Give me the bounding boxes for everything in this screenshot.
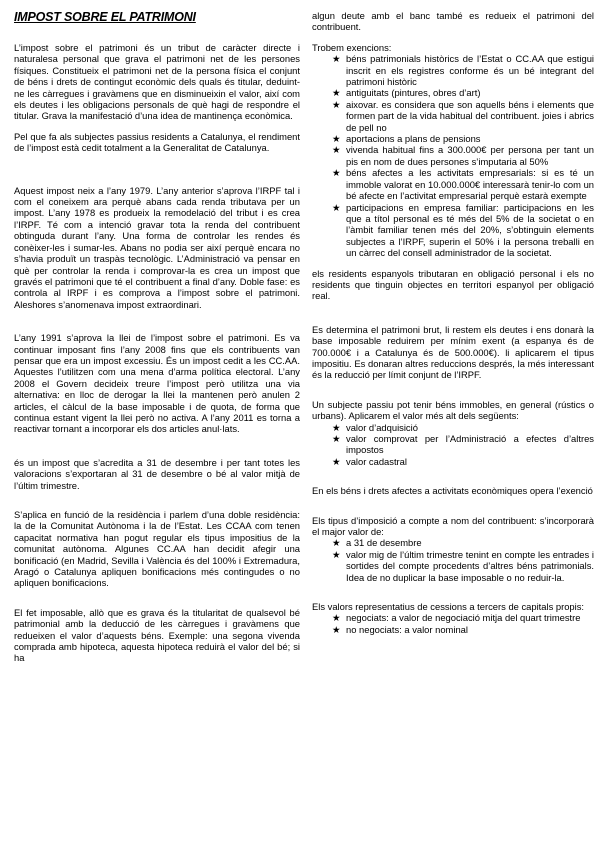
star-icon: ★ (332, 455, 341, 467)
list-item: ★ béns patrimonials històrics de l’Estat o CC.AA que estigui inscrit en els registres conforme és un bé integrant del patrimoni històric (332, 53, 594, 88)
paragraph-accrual: és un impost que s’acredita a 31 de desembre i per tant totes les valoracions s’exportaran al 31 de desembre o bé al valor mitjà de l’últim trimestre. (14, 456, 300, 491)
list-item: ★ béns afectes a les activitats empresarials: si es té un immoble valorat en 10.000.000€ interessarà tenir-lo com un bé afecte en l’activitat empresarial perquè estarà exempte (332, 167, 594, 202)
star-icon: ★ (332, 537, 341, 549)
list-item: ★ a 31 de desembre (332, 537, 422, 549)
paragraph-residence: S’aplica en funció de la residència i parlem d’una doble residència: la de la Comunitat Autònoma i la de l’Estat. Les CCAA com tenen capacitat normativa han pogut regular els tipus impositius de la comunitat autònoma. Algunes CC.AA han decidit afegir una bonificació (en Madrid, Sevilla i València és del 100% i Extremadura, Aragó o Catalunya apliquen bonificacions més contingudes o no apliquen bonificacions. (14, 509, 300, 589)
document-title: IMPOST SOBRE EL PATRIMONI (14, 10, 196, 24)
star-icon: ★ (332, 548, 341, 560)
list-item: ★ no negociats: a valor nominal (332, 623, 468, 635)
list-item: ★ valor cadastral (332, 455, 407, 467)
paragraph-property: Un subjecte passiu pot tenir béns immobles, en general (rústics o urbans). Aplicarem el valor més alt dels següents: (312, 398, 594, 422)
exemptions-list (312, 53, 594, 258)
list-item: ★ participacions en empresa familiar: participacions en les que a títol personal es té més del 5% de la societat o en l’àmbit familiar tenen més del 20%, s’obtinguin elements subjectes a l’IRPF, superin el 50% i la persona treballi en un càrrec del consell administrador de la societat. (332, 201, 594, 259)
list-item: ★ aixovar. es considera que son aquells béns i elements que formen part de la vida habitual del contribuent. joies i abrics de pell no (332, 98, 594, 133)
star-icon: ★ (332, 433, 341, 444)
list-item: ★ antiguitats (pintures, obres d’art) (332, 87, 481, 99)
star-icon: ★ (332, 53, 341, 65)
paragraph-definition: L’impost sobre el patrimoni és un tribut de caràcter directe i naturalesa personal que grava el patrimoni net de les persones físiques. Constitueix el patrimoni net de la persona física el conjunt de béns i drets de contingut econòmic dels quals és titular, deduint-ne les càrregues i gravàmens que en disminueixin el valor, així com els deutes i les obligacions personals de què hagi de respondre el titular. Grava la manifestació d’una idea de mantinença econòmica. (14, 42, 300, 122)
paragraph-cession: Pel que fa als subjectes passius residents a Catalunya, el rendiment de l’impost està cedit totalment a la Generalitat de Catalunya. (14, 130, 300, 154)
star-icon: ★ (332, 133, 341, 145)
list-item: ★ valor mig de l’últim trimestre tenint en compte les entrades i sortides del compte procedents d’altres béns patrimonials. Idea de no duplicar la base imposable o no reduir-la. (332, 548, 594, 583)
star-icon: ★ (332, 623, 341, 635)
star-icon: ★ (332, 201, 341, 213)
right-column (312, 10, 594, 635)
paragraph-taxable-event: El fet imposable, allò que es grava és la titularitat de qualsevol bé patrimonial amb la deducció de les càrregues i gravàmens que redueixen el valor d’aquests béns. Exemple: una segona vivenda comprada amb hipoteca, aquesta hipoteca reduirà el valor del bé; si ha (14, 606, 300, 664)
star-icon: ★ (332, 421, 341, 433)
property-list (312, 422, 594, 468)
list-item: ★ valor d’adquisició (332, 421, 418, 433)
list-item: ★ vivenda habitual fins a 300.000€ per persona per tant un pis en nom de dues persones s’imputaria al 50% (332, 144, 594, 167)
star-icon: ★ (332, 87, 341, 99)
paragraph-residents: els residents espanyols tributaran en obligació personal i els no residents que tinguin objectes en territori espanyol per obligació real. (312, 267, 594, 302)
list-item: ★ negociats: a valor de negociació mitja del quart trimestre (332, 612, 581, 624)
star-icon: ★ (332, 98, 341, 110)
paragraph-shares: Els valors representatius de cessions a tercers de capitals propis: (312, 601, 585, 613)
exemptions-heading: Trobem exencions: (312, 41, 392, 53)
paragraph-history-1979: Aquest impost neix a l’any 1979. L’any anterior s’aprova l’IRPF tal i com el coneixem ara perquè abans cada renda tributava per un impost. L’any 1978 es produeix la remodelació del tribut i es crea l’IRPF. Té com a intenció gravar tota la renda del contribuent obtinguda durant l’any. Una forma de controlar les rendes és conèixer-les i sumar-les. Abans no podia ser així perquè encara no s’havia produït un traspàs tecnològic. L’Administració va pensar en què per controlar la renda i comprovar-la es crea un impost que gravés el patrimoni que té el contribuent a final d’any. Doble fase: es controla al IRPF i es comprova a l’impost sobre el patrimoni. Aleshores s’anomenava impost extraordinari. (14, 184, 300, 310)
list-item: ★ valor comprovat per l’Administració a efectes d’altres impostos (332, 433, 594, 456)
left-column (14, 10, 300, 664)
paragraph-base: Es determina el patrimoni brut, li restem els deutes i ens donarà la base imposable reduirem per mínim exent (a espanya és de 700.000€ i a Catalunya és de 500.000€). li aplicarem el tipus impositiu. Es donaran altres reduccions després, la més interessant és la reducció per límit conjunt de l’IRPF. (312, 323, 594, 381)
star-icon: ★ (332, 167, 341, 179)
paragraph-deposits: Els tipus d’imposició a compte a nom del contribuent: s’incorporarà el major valor de: (312, 514, 594, 538)
shares-list (312, 612, 594, 635)
list-item: ★ aportacions a plans de pensions (332, 133, 481, 145)
paragraph-history-1991: L’any 1991 s’aprova la llei de l’impost sobre el patrimoni. Es va continuar imposant fins l’any 2008 fins que els contribuents van pensar que era un impost excessiu. És un impost cedit a les CC.AA. Aquestes l’utilitzen com una mena d’arma política electoral. L’any 2008 el Govern decideix treure l’impost però utilitza una via alternativa: en lloc de derogar la llei la mantenen però anulen 2 articles, el càlcul de la base imposable i de quota, de forma que continua estant vigent la llei però no activa. A l’any 2011 es torna a reactivar tornant a incorporar els dos articles anul·lats. (14, 332, 300, 435)
star-icon: ★ (332, 144, 341, 156)
paragraph-debt: algun deute amb el banc també es redueix el patrimoni del contribuent. (312, 10, 594, 33)
star-icon: ★ (332, 612, 341, 624)
deposits-list (312, 537, 594, 583)
paragraph-activity: En els béns i drets afectes a activitats econòmiques opera l’exenció (312, 485, 593, 497)
